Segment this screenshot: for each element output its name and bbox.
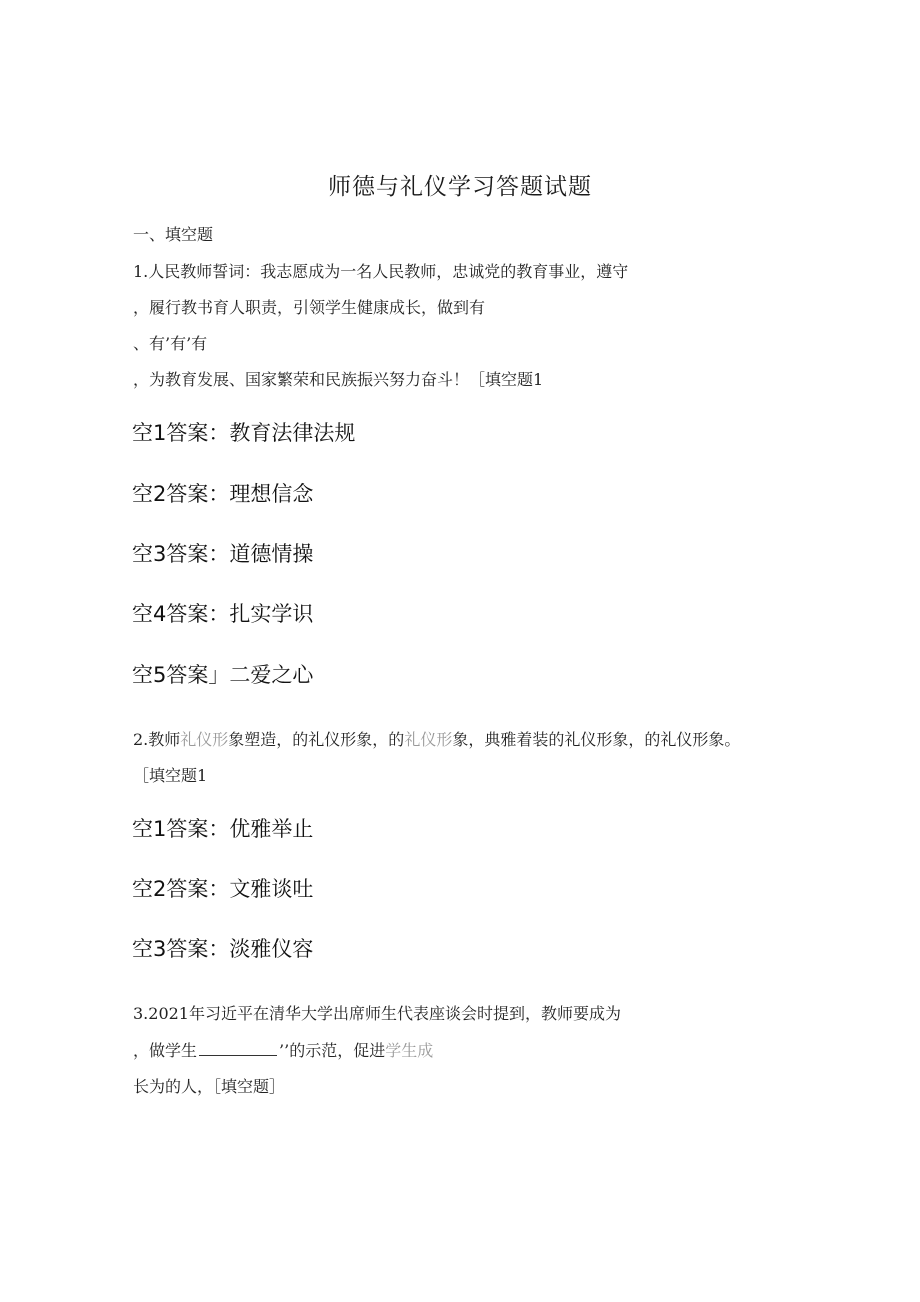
question-3-text-b: ’’的示范，促进	[279, 1041, 386, 1060]
question-1-line-2: ，履行教书育人职责，引领学生健康成长，做到有	[133, 298, 486, 317]
question-2-text-c: 象塑造，的礼仪形象，的	[228, 730, 405, 749]
answer-q2-blank-1: 空1答案：优雅举止	[132, 817, 314, 841]
question-3-line-2	[133, 1038, 433, 1061]
question-2-text-a: 2.教师	[133, 730, 181, 749]
answer-q2-blank-3: 空3答案：淡雅仪容	[132, 937, 314, 961]
answer-q1-blank-1: 空1答案：教育法律法规	[132, 421, 356, 445]
page-title: 师德与礼仪学习答题试题	[328, 174, 592, 200]
question-1-line-3: 、有’有’有	[133, 334, 208, 353]
fill-in-blank-line	[199, 1041, 277, 1056]
question-1-line-4: ，为教育发展、国家繁荣和民族振兴努力奋斗！［填空题1	[133, 370, 544, 389]
question-2-text-b: 礼仪形	[180, 730, 229, 749]
question-2-line-2: ［填空题1	[133, 766, 208, 785]
question-3-line-1: 3.2021年习近平在清华大学出席师生代表座谈会时提到，教师要成为	[133, 1004, 621, 1023]
answer-q1-blank-5: 空5答案」二爱之心	[132, 663, 314, 687]
question-3-line-3: 长为的人，［填空题］	[133, 1077, 286, 1096]
section-heading: 一、填空题	[133, 225, 214, 244]
question-2-line-1	[133, 727, 740, 750]
answer-q2-blank-2: 空2答案：文雅谈吐	[132, 877, 314, 901]
question-1-line-1: 1.人民教师誓词：我志愿成为一名人民教师，忠诚党的教育事业，遵守	[133, 262, 629, 281]
answer-q1-blank-2: 空2答案：理想信念	[132, 482, 314, 506]
question-2-text-d: 礼仪形	[404, 730, 453, 749]
answer-q1-blank-3: 空3答案：道德情操	[132, 542, 314, 566]
question-2-text-e: 象，典雅着装的礼仪形象，的礼仪形象。	[452, 730, 741, 749]
question-3-text-a: ，做学生	[133, 1041, 198, 1060]
answer-q1-blank-4: 空4答案：扎实学识	[132, 602, 314, 626]
question-3-text-c: 学生成	[385, 1041, 434, 1060]
